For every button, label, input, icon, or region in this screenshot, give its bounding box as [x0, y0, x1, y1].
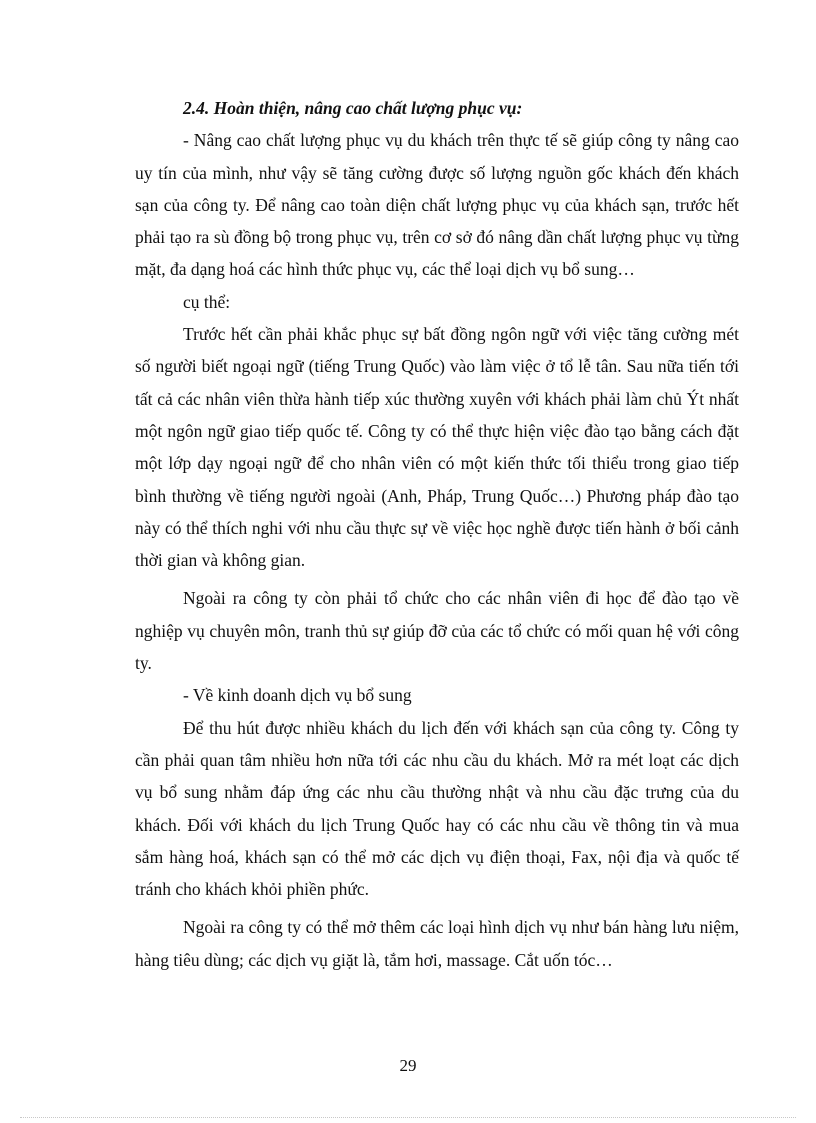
- document-body: [135, 92, 739, 976]
- paragraph-extra-services: Ngoài ra công ty có thể mở thêm các loại hình dịch vụ như bán hàng lưu niệm, hàng tiêu dùng; các dịch vụ giặt là, tắm hơi, massage. Cắt uốn tóc…: [135, 917, 739, 970]
- paragraph-language-training: Trước hết cần phải khắc phục sự bất đồng ngôn ngữ với việc tăng cường mét số người biết ngoại ngữ (tiếng Trung Quốc) vào làm việc ở tổ lễ tân. Sau nữa tiến tới tất cả các nhân viên thừa hành tiếp xúc thường xuyên với khách phải làm chủ Ýt nhất một ngôn ngữ giao tiếp quốc tế. Công ty có thể thực hiện việc đào tạo bằng cách đặt một lớp dạy ngoại ngữ để cho nhân viên có một kiến thức tối thiểu trong giao tiếp bình thường về tiếng người ngoài (Anh, Pháp, Trung Quốc…) Phương pháp đào tạo này có thể thích nghi với nhu cầu thực sự về việc học nghề được tiến hành ở bối cảnh thời gian và không gian.: [135, 324, 739, 571]
- section-heading: 2.4. Hoàn thiện, nâng cao chất lượng phục vụ:: [183, 98, 523, 118]
- paragraph-additional-services-label: - Về kinh doanh dịch vụ bổ sung: [183, 685, 412, 706]
- paragraph-intro: - Nâng cao chất lượng phục vụ du khách trên thực tế sẽ giúp công ty nâng cao uy tín của mình, như vậy sẽ tăng cường được số lượng nguồn gốc khách đến khách sạn của công ty. Để nâng cao toàn diện chất lượng phục vụ của khách sạn, trước hết phải tạo ra sù đồng bộ trong phục vụ, trên cơ sở đó nâng dần chất lượng phục vụ từng mặt, đa dạng hoá các hình thức phục vụ, các thể loại dịch vụ bổ sung…: [135, 130, 739, 280]
- page-bottom-divider: [20, 1117, 796, 1118]
- paragraph-professional-training: Ngoài ra công ty còn phải tổ chức cho các nhân viên đi học để đào tạo về nghiệp vụ chuyên môn, tranh thủ sự giúp đỡ của các tổ chức có mối quan hệ với công ty.: [135, 588, 739, 674]
- paragraph-additional-services: Để thu hút được nhiều khách du lịch đến với khách sạn của công ty. Công ty cần phải quan tâm nhiều hơn nữa tới các nhu cầu du khách. Mở ra mét loạt các dịch vụ bổ sung nhằm đáp ứng các nhu cầu thường nhật và nhu cầu đặc trưng của du khách. Đối với khách du lịch Trung Quốc hay có các nhu cầu về thông tin và mua sắm hàng hoá, khách sạn có thể mở các dịch vụ điện thoại, Fax, nội địa và quốc tế tránh cho khách khỏi phiền phức.: [135, 717, 739, 900]
- page-number: 29: [399, 1056, 417, 1075]
- paragraph-specifics-label: cụ thể:: [183, 291, 231, 312]
